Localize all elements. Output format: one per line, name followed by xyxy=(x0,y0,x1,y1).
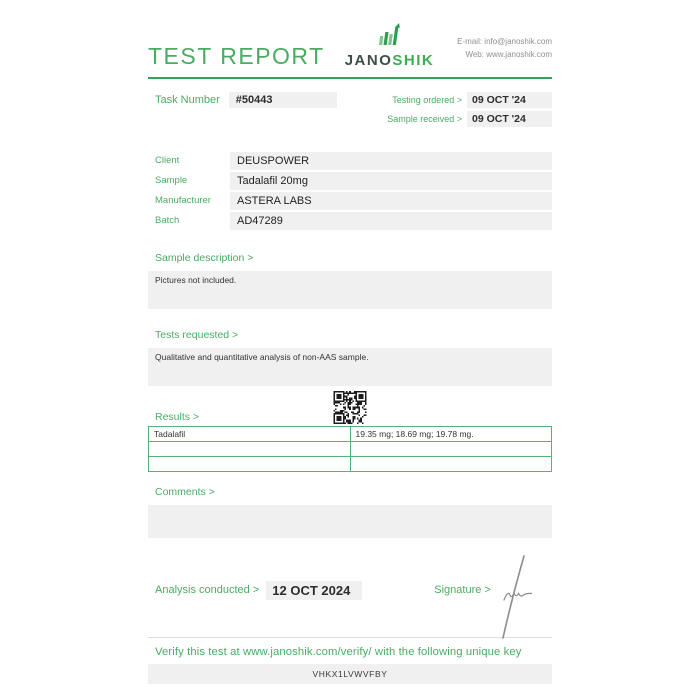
info-row-manufacturer xyxy=(148,192,552,210)
client-label: Client xyxy=(155,155,180,167)
contact-info xyxy=(457,36,552,68)
sample-description-section xyxy=(148,252,552,309)
sample-description-label: Sample description > xyxy=(155,251,254,264)
client-value: DEUSPOWER xyxy=(230,152,552,170)
results-table xyxy=(148,426,552,472)
info-row-batch xyxy=(148,212,552,230)
result-values xyxy=(350,441,552,456)
batch-label: Batch xyxy=(155,215,180,227)
signature-image xyxy=(490,554,540,647)
batch-value: AD47289 xyxy=(230,212,552,230)
logo-wordmark: JANOSHIK xyxy=(344,52,435,69)
sample-label: Sample xyxy=(155,175,188,187)
tests-requested-section xyxy=(148,329,552,386)
bar-chart-logo-icon xyxy=(372,23,406,51)
info-fields xyxy=(148,152,552,230)
result-substance: Tadalafil xyxy=(149,426,351,441)
task-number-value: #50443 xyxy=(229,92,337,108)
sample-received-value: 09 OCT '24 xyxy=(467,111,552,127)
tests-requested-label: Tests requested > xyxy=(155,328,239,341)
analysis-signature-row xyxy=(148,581,552,600)
footer-divider xyxy=(148,637,552,638)
comments-text xyxy=(148,505,552,538)
comments-section xyxy=(148,486,552,538)
analysis-conducted-label: Analysis conducted > xyxy=(155,584,260,596)
comments-label: Comments > xyxy=(155,485,215,498)
janoshik-logo xyxy=(345,23,435,68)
contact-web: Web: www.janoshik.com xyxy=(465,50,552,60)
manufacturer-label: Manufacturer xyxy=(155,195,211,207)
sample-received-label: Sample received > xyxy=(387,114,462,124)
result-substance xyxy=(149,456,351,471)
testing-ordered-label: Testing ordered > xyxy=(392,95,462,105)
qr-code xyxy=(334,391,367,429)
signature-label: Signature > xyxy=(434,584,491,596)
results-row xyxy=(149,456,552,471)
unique-key-value: VHKX1LVWVFBY xyxy=(148,664,552,684)
page-title: TEST REPORT xyxy=(148,43,325,69)
analysis-date-value: 12 OCT 2024 xyxy=(266,581,362,600)
result-values xyxy=(350,456,552,471)
header-divider xyxy=(148,77,552,79)
contact-email: E-mail: info@janoshik.com xyxy=(457,37,552,47)
task-number-label: Task Number xyxy=(155,94,220,106)
tests-requested-text: Qualitative and quantitative analysis of non-AAS sample. xyxy=(148,348,552,386)
manufacturer-value: ASTERA LABS xyxy=(230,192,552,210)
verify-text: Verify this test at www.janoshik.com/verify/ with the following unique key xyxy=(155,645,522,658)
sample-description-text: Pictures not included. xyxy=(148,271,552,309)
task-row xyxy=(148,92,552,127)
testing-ordered-value: 09 OCT '24 xyxy=(467,92,552,108)
results-header xyxy=(148,388,552,426)
result-values: 19.35 mg; 18.69 mg; 19.78 mg. xyxy=(350,426,552,441)
results-row xyxy=(149,441,552,456)
results-label: Results > xyxy=(155,410,200,423)
report-header xyxy=(148,28,552,68)
info-row-client xyxy=(148,152,552,170)
sample-value: Tadalafil 20mg xyxy=(230,172,552,190)
result-substance xyxy=(149,441,351,456)
info-row-sample xyxy=(148,172,552,190)
